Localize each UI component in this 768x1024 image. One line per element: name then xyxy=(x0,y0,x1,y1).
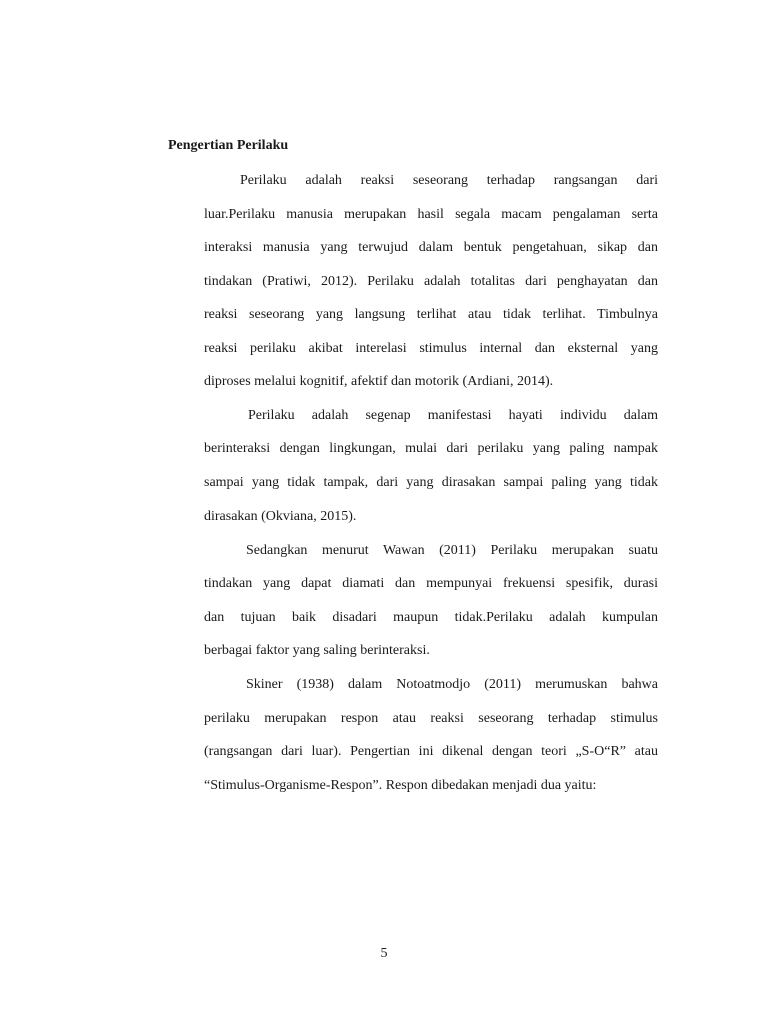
paragraph-1-line-4: tindakan (Pratiwi, 2012). Perilaku adalah totalitas dari penghayatan dan xyxy=(204,274,658,289)
paragraph-4-line-1: Skiner (1938) dalam Notoatmodjo (2011) merumuskan bahwa xyxy=(246,677,658,692)
paragraph-3-line-1: Sedangkan menurut Wawan (2011) Perilaku merupakan suatu xyxy=(246,543,658,558)
paragraph-2-line-1: Perilaku adalah segenap manifestasi hayati individu dalam xyxy=(248,408,658,423)
paragraph-4-line-2: perilaku merupakan respon atau reaksi seseorang terhadap stimulus xyxy=(204,711,658,726)
paragraph-1-line-6: reaksi perilaku akibat interelasi stimulus internal dan eksternal yang xyxy=(204,341,658,356)
paragraph-2-line-2: berinteraksi dengan lingkungan, mulai dari perilaku yang paling nampak xyxy=(204,441,658,456)
paragraph-4-line-4: “Stimulus-Organisme-Respon”. Respon dibedakan menjadi dua yaitu: xyxy=(204,778,597,793)
paragraph-1-line-2: luar.Perilaku manusia merupakan hasil segala macam pengalaman serta xyxy=(204,207,658,222)
paragraph-3-line-2: tindakan yang dapat diamati dan mempunyai frekuensi spesifik, durasi xyxy=(204,576,658,591)
paragraph-2-line-3: sampai yang tidak tampak, dari yang dirasakan sampai paling yang tidak xyxy=(204,475,658,490)
paragraph-3-line-3: dan tujuan baik disadari maupun tidak.Perilaku adalah kumpulan xyxy=(204,610,658,625)
paragraph-2-line-4: dirasakan (Okviana, 2015). xyxy=(204,509,357,524)
section-heading: Pengertian Perilaku xyxy=(168,138,289,153)
paragraph-4-line-3: (rangsangan dari luar). Pengertian ini dikenal dengan teori „S-O“R” atau xyxy=(204,744,658,759)
paragraph-1-line-1: Perilaku adalah reaksi seseorang terhadap rangsangan dari xyxy=(240,173,658,188)
page-number: 5 xyxy=(380,946,388,961)
paragraph-1-line-5: reaksi seseorang yang langsung terlihat atau tidak terlihat. Timbulnya xyxy=(204,307,658,322)
paragraph-1-line-3: interaksi manusia yang terwujud dalam bentuk pengetahuan, sikap dan xyxy=(204,240,658,255)
paragraph-3-line-4: berbagai faktor yang saling berinteraksi. xyxy=(204,643,430,658)
paragraph-1-line-7: diproses melalui kognitif, afektif dan motorik (Ardiani, 2014). xyxy=(204,374,554,389)
